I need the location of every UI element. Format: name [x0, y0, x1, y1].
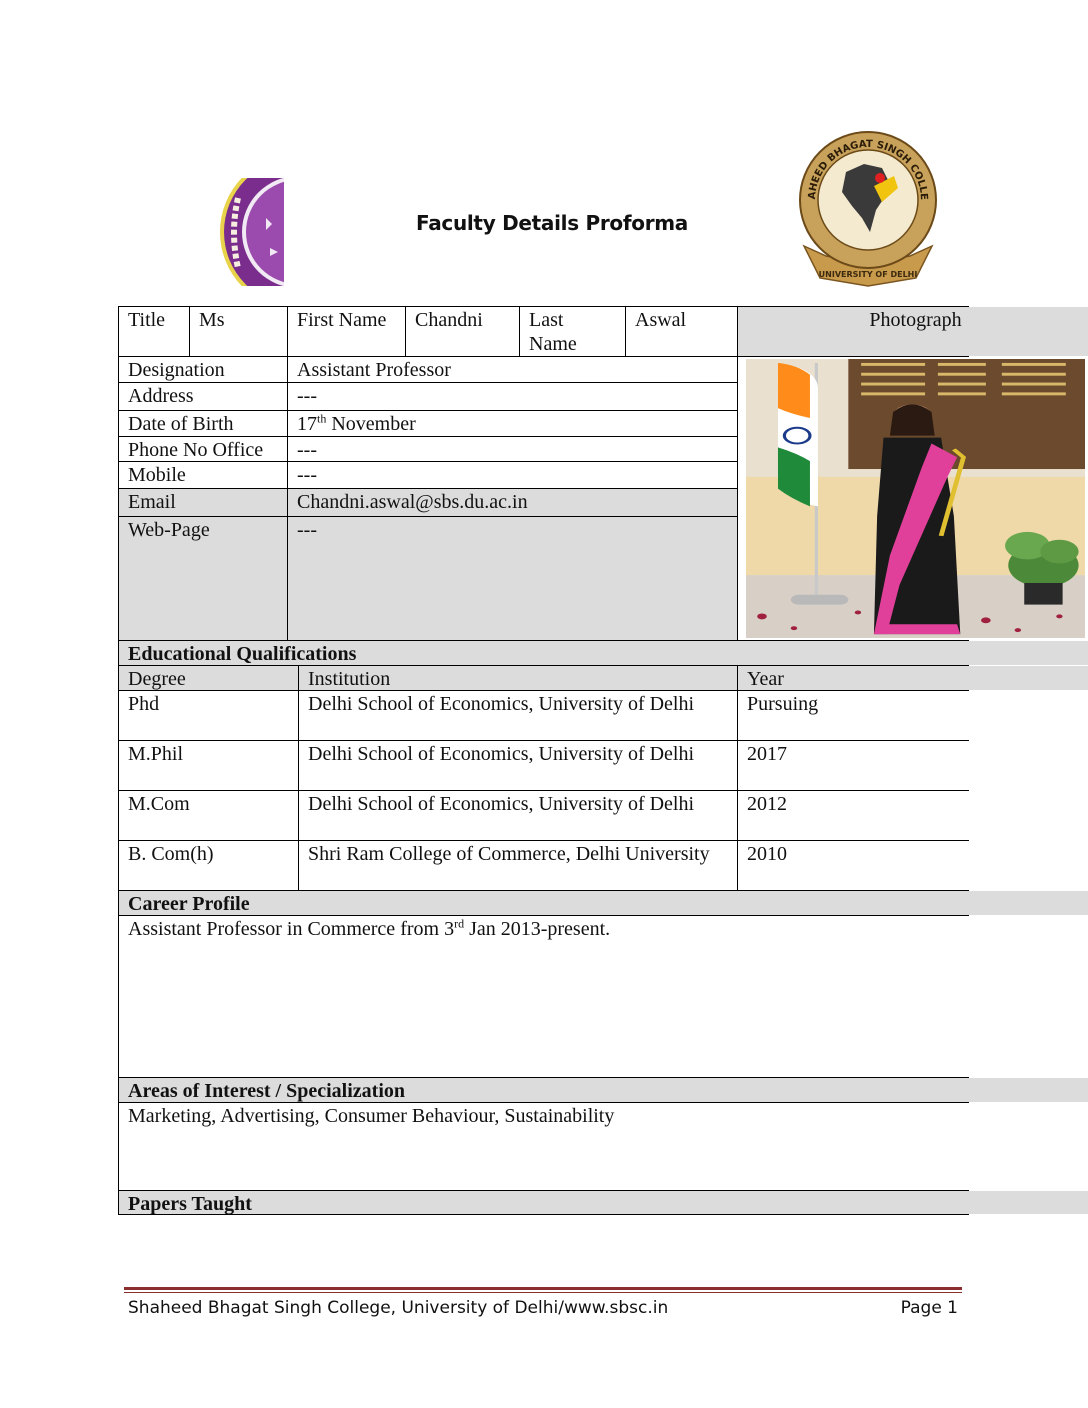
education-row-institution: Shri Ram College of Commerce, Delhi University	[299, 841, 737, 890]
education-row-institution: Delhi School of Economics, University of Delhi	[299, 741, 737, 790]
phone-office-value: ---	[288, 437, 737, 461]
education-row-degree: Phd	[119, 691, 298, 740]
career-profile-text: Assistant Professor in Commerce from 3rd Jan 2013-present.	[119, 916, 1088, 1077]
first-name-label: First Name	[288, 307, 405, 356]
date-of-birth-label: Date of Birth	[119, 411, 287, 436]
university-seal-logo	[218, 178, 284, 286]
education-row-year: Pursuing	[738, 691, 1088, 740]
phone-office-label: Phone No Office	[119, 437, 287, 461]
mobile-label: Mobile	[119, 462, 287, 488]
education-row-year: 2012	[738, 791, 1088, 840]
education-header-year: Year	[738, 666, 1088, 690]
education-row-institution: Delhi School of Economics, University of Delhi	[299, 691, 737, 740]
education-row-year: 2017	[738, 741, 1088, 790]
title-label: Title	[119, 307, 189, 356]
college-seal-logo	[798, 128, 938, 288]
page-title: Faculty Details Proforma	[416, 211, 688, 235]
date-of-birth-value: 17th November	[288, 411, 737, 436]
footer-college-text: Shaheed Bhagat Singh College, University of Delhi/www.sbsc.in	[128, 1298, 669, 1318]
faculty-details-table	[118, 306, 969, 1215]
education-section-title: Educational Qualifications	[119, 641, 1088, 665]
first-name-value: Chandni	[406, 307, 519, 356]
footer-divider-thin	[124, 1292, 962, 1293]
education-header-degree: Degree	[119, 666, 298, 690]
education-header-institution: Institution	[299, 666, 737, 690]
designation-value: Assistant Professor	[288, 357, 737, 382]
footer-page-number: Page 1	[900, 1298, 958, 1318]
logo-ribbon-text: UNIVERSITY OF DELHI	[818, 270, 918, 279]
web-page-value: ---	[288, 517, 737, 640]
title-value: Ms	[190, 307, 287, 356]
designation-label: Designation	[119, 357, 287, 382]
last-name-label: Last Name	[520, 307, 625, 356]
education-row-year: 2010	[738, 841, 1088, 890]
photograph-label: Photograph	[738, 307, 1088, 356]
email-value: Chandni.aswal@sbs.du.ac.in	[288, 489, 737, 516]
faculty-photograph	[738, 357, 1088, 640]
last-name-value: Aswal	[626, 307, 737, 356]
career-section-title: Career Profile	[119, 891, 1088, 915]
footer-divider	[124, 1287, 962, 1290]
address-label: Address	[119, 383, 287, 410]
education-row-degree: M.Com	[119, 791, 298, 840]
web-page-label: Web-Page	[119, 517, 287, 640]
interests-text: Marketing, Advertising, Consumer Behaviour, Sustainability	[119, 1103, 1088, 1190]
education-row-degree: M.Phil	[119, 741, 298, 790]
papers-section-title: Papers Taught	[119, 1191, 1088, 1214]
address-value: ---	[288, 383, 737, 410]
mobile-value: ---	[288, 462, 737, 488]
interests-section-title: Areas of Interest / Specialization	[119, 1078, 1088, 1102]
logo-arc-text: AHEED BHAGAT SINGH COLLE	[806, 138, 930, 201]
email-label: Email	[119, 489, 287, 516]
education-row-degree: B. Com(h)	[119, 841, 298, 890]
education-row-institution: Delhi School of Economics, University of Delhi	[299, 791, 737, 840]
